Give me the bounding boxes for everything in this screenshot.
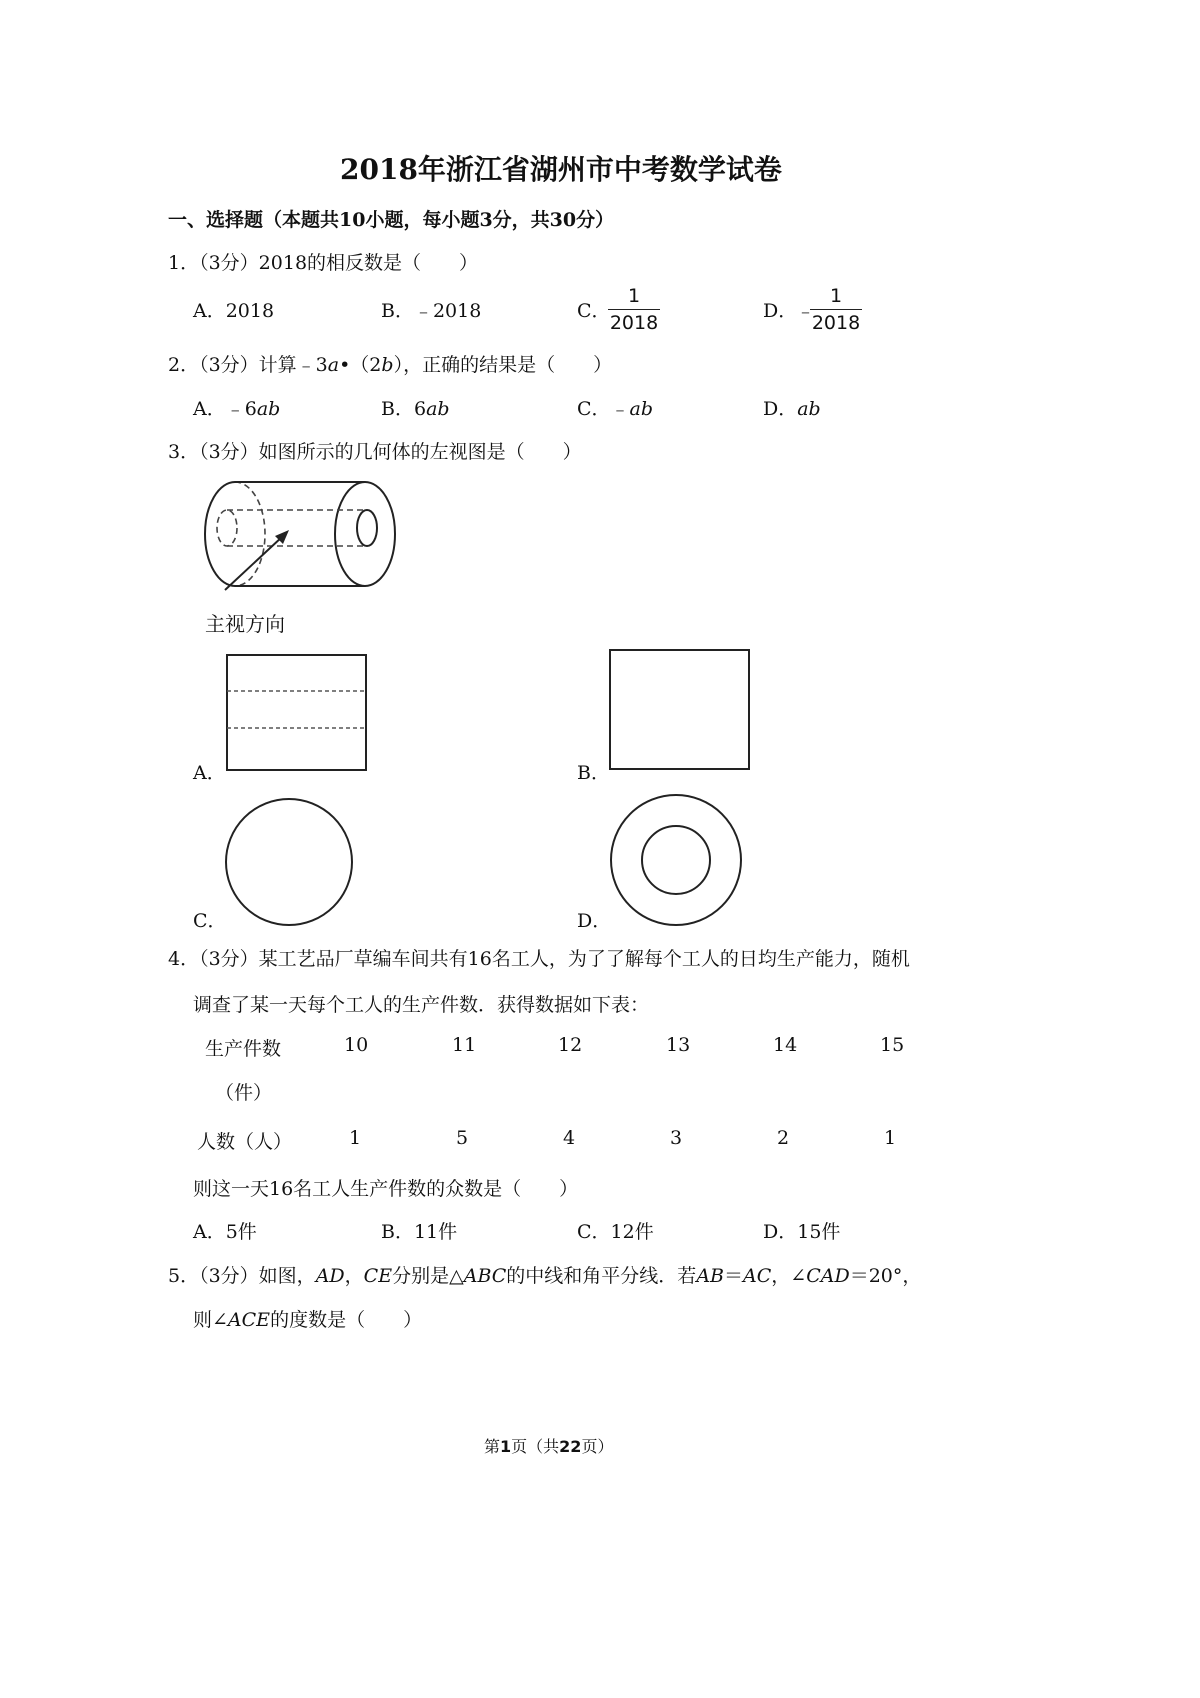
q4-table-row1-header-unit: （件） [215, 1082, 273, 1104]
q1-c-numerator: 1 [627, 285, 641, 307]
q4-table-cell: 13 [666, 1034, 691, 1056]
q4-table-cell: 5 [456, 1127, 469, 1149]
q5-text: 的中线和角平分线．若 [506, 1265, 697, 1287]
page-title: 2018年浙江省湖州市中考数学试卷 [340, 153, 782, 186]
section-heading: 一、选择题（本题共10小题，每小题3分，共30分） [168, 209, 615, 231]
q4-table-row1-header: 生产件数 [205, 1038, 282, 1060]
q4-table-cell: 11 [452, 1034, 477, 1056]
q4-option-c: C．12件 [577, 1221, 654, 1243]
q2-c-label: C．﹣ [577, 398, 630, 420]
q4-option-d: D．15件 [763, 1221, 841, 1243]
q4-table-cell: 12 [558, 1034, 583, 1056]
q5-text: ，∠ [771, 1265, 807, 1287]
q3-option-d-figure [609, 793, 743, 927]
q5-line1 [168, 1261, 921, 1288]
q5-var-ad: AD [315, 1265, 345, 1287]
q1-option-a: A．2018 [193, 300, 275, 322]
q2-option-a [193, 394, 280, 421]
q3-option-c: C． [193, 910, 227, 932]
q4-table-cell: 14 [773, 1034, 798, 1056]
q3-option-c-figure [224, 797, 354, 927]
footer-text: 页） [581, 1437, 614, 1456]
q4-table-cell: 15 [880, 1034, 905, 1056]
q1-option-c-label: C． [577, 300, 611, 322]
q2-stem-mid: •（2 [339, 354, 382, 376]
q3-option-a-figure [226, 654, 368, 772]
q4-stem-line1: 4．（3分）某工艺品厂草编车间共有16名工人，为了了解每个工人的日均生产能力，随机 [168, 948, 910, 970]
q3-hollow-cylinder-figure [195, 478, 405, 593]
footer-text: 页（共 [511, 1437, 560, 1456]
q4-table-cell: 1 [349, 1127, 362, 1149]
q1-d-numerator: 1 [829, 285, 843, 307]
q5-var-abc: ABC [463, 1265, 507, 1287]
q1-stem: 1．（3分）2018的相反数是（ ） [168, 252, 479, 274]
q5-text: 5．（3分）如图， [168, 1265, 316, 1287]
q4-option-a: A．5件 [193, 1221, 257, 1243]
q2-var-b: b [381, 354, 394, 376]
q1-option-d-label: D． [763, 300, 798, 322]
q1-option-d-sign: ﹣ [796, 300, 816, 322]
q3-option-a: A． [193, 762, 226, 784]
q1-option-d-fraction [810, 285, 862, 334]
q3-option-d: D． [577, 910, 612, 932]
q2-stem-post: ），正确的结果是（ ） [393, 354, 613, 376]
q2-var-a: a [327, 354, 340, 376]
q5-text: ， [344, 1265, 364, 1287]
q5-var-ace: ACE [227, 1309, 271, 1331]
q1-option-b: B．﹣2018 [381, 300, 482, 322]
q4-table-cell: 4 [563, 1127, 576, 1149]
q2-stem-pre: 2．（3分）计算﹣3 [168, 354, 328, 376]
q3-option-b-figure [609, 649, 751, 771]
q5-line2 [193, 1305, 422, 1332]
q2-option-d [763, 394, 821, 421]
q5-var-ce: CE [363, 1265, 393, 1287]
fraction-bar [810, 309, 862, 310]
q2-d-var: ab [797, 398, 821, 420]
q3-figure-caption: 主视方向 [205, 612, 285, 636]
page-footer [484, 1434, 613, 1457]
q4-table-row2-header: 人数（人） [197, 1131, 293, 1153]
q2-a-var: ab [256, 398, 281, 420]
q2-c-var: ab [629, 398, 654, 420]
q4-table-cell: 2 [777, 1127, 790, 1149]
q2-b-label: B．6 [381, 398, 427, 420]
q4-question: 则这一天16名工人生产件数的众数是（ ） [193, 1178, 579, 1200]
q4-table-cell: 10 [344, 1034, 369, 1056]
q1-c-denominator: 2018 [609, 312, 659, 334]
footer-page-number: 1 [500, 1437, 512, 1456]
q1-option-c-fraction [608, 285, 660, 334]
q2-stem [168, 350, 612, 377]
q5-text: 分别是△ [392, 1265, 464, 1287]
q3-stem: 3．（3分）如图所示的几何体的左视图是（ ） [168, 441, 582, 463]
q4-option-b: B．11件 [381, 1221, 458, 1243]
q2-d-label: D． [763, 398, 798, 420]
q3-option-b: B． [577, 762, 610, 784]
q4-stem-line2: 调查了某一天每个工人的生产件数．获得数据如下表： [193, 994, 650, 1016]
q5-text: 则∠ [193, 1309, 228, 1331]
q5-text: 的度数是（ ） [270, 1309, 423, 1331]
q2-option-c [577, 394, 653, 421]
q2-option-b [381, 394, 450, 421]
footer-text: 第 [484, 1437, 501, 1456]
q2-a-label: A．﹣6 [193, 398, 257, 420]
q5-var-cad: CAD [806, 1265, 850, 1287]
q4-table-cell: 1 [884, 1127, 897, 1149]
q5-var-ac: AC [743, 1265, 772, 1287]
fraction-bar [608, 309, 660, 310]
q2-b-var: ab [426, 398, 450, 420]
q5-text: ＝ [724, 1265, 744, 1287]
footer-total-pages: 22 [559, 1437, 582, 1456]
q5-text: ＝20°， [849, 1265, 922, 1287]
q4-table-cell: 3 [670, 1127, 683, 1149]
q5-var-ab: AB [696, 1265, 724, 1287]
q1-d-denominator: 2018 [811, 312, 861, 334]
